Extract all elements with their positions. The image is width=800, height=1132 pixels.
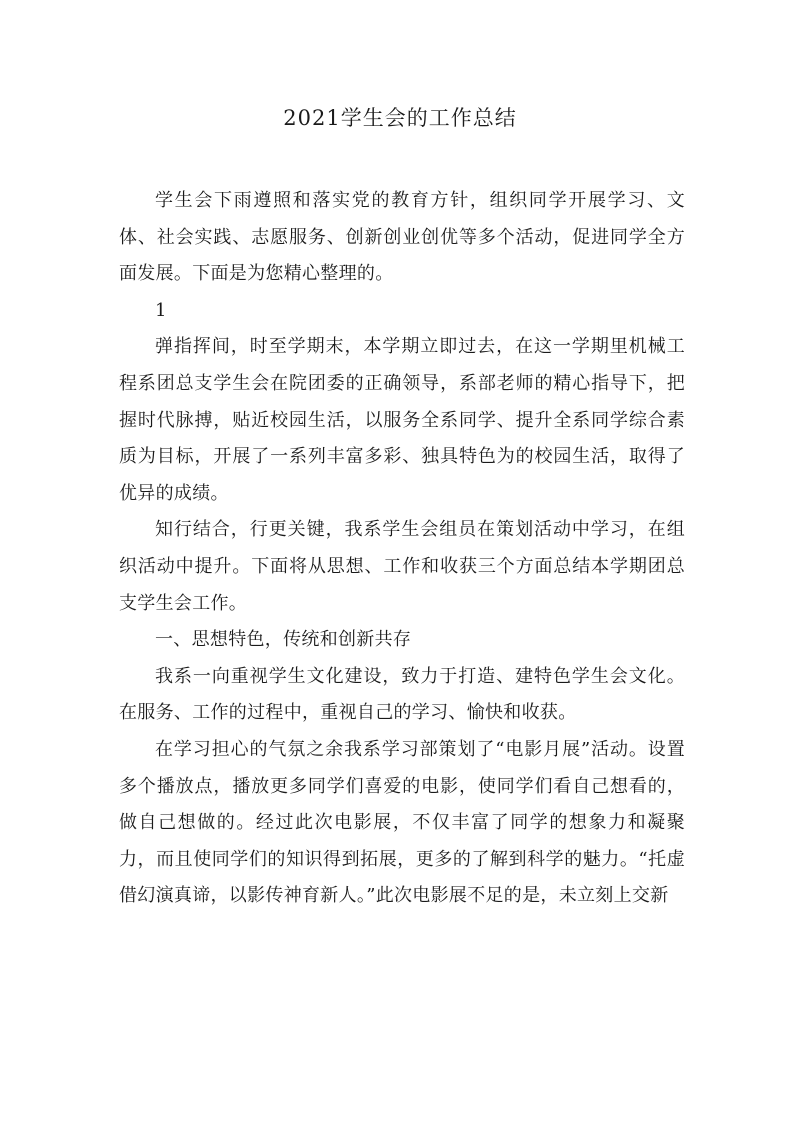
intro-paragraph: 学生会下雨遵照和落实党的教育方针，组织同学开展学习、文体、社会实践、志愿服务、创新创业创优等多个活动，促进同学全方面发展。下面是为您精心整理的。 (119, 190, 685, 285)
document-body (119, 183, 685, 915)
body-paragraph: 弹指挥间，时至学期末，本学期立即过去，在这一学期里机械工程系团总支学生会在院团委的正确领导，系部老师的精心指导下，把握时代脉搏，贴近校园生活，以服务全系同学、提升全系同学综合素质为目标，开展了一系列丰富多彩、独具特色为的校园生活，取得了优异的成绩。 (119, 336, 685, 504)
body-paragraph: 我系一向重视学生文化建设，致力于打造、建特色学生会文化。在服务、工作的过程中，重视自己的学习、愉快和收获。 (119, 665, 685, 724)
section-heading: 一、思想特色，传统和创新共存 (155, 629, 412, 651)
body-paragraph: 知行结合，行更关键，我系学生会组员在策划活动中学习，在组织活动中提升。下面将从思想、工作和收获三个方面总结本学期团总支学生会工作。 (119, 519, 685, 614)
body-paragraph: 在学习担心的气氛之余我系学习部策划了“电影月展”活动。设置多个播放点，播放更多同学们喜爱的电影，使同学们看自己想看的，做自己想做的。经过此次电影展，不仅丰富了同学的想象力和凝聚力，而且使同学们的知识得到拓展，更多的了解到科学的魅力。“托虚借幻演真谛，以影传神育新人。”此次电影展不足的是，未立刻上交新 (119, 738, 685, 907)
document-title: 2021学生会的工作总结 (283, 106, 517, 130)
section-number: 1 (155, 299, 167, 321)
